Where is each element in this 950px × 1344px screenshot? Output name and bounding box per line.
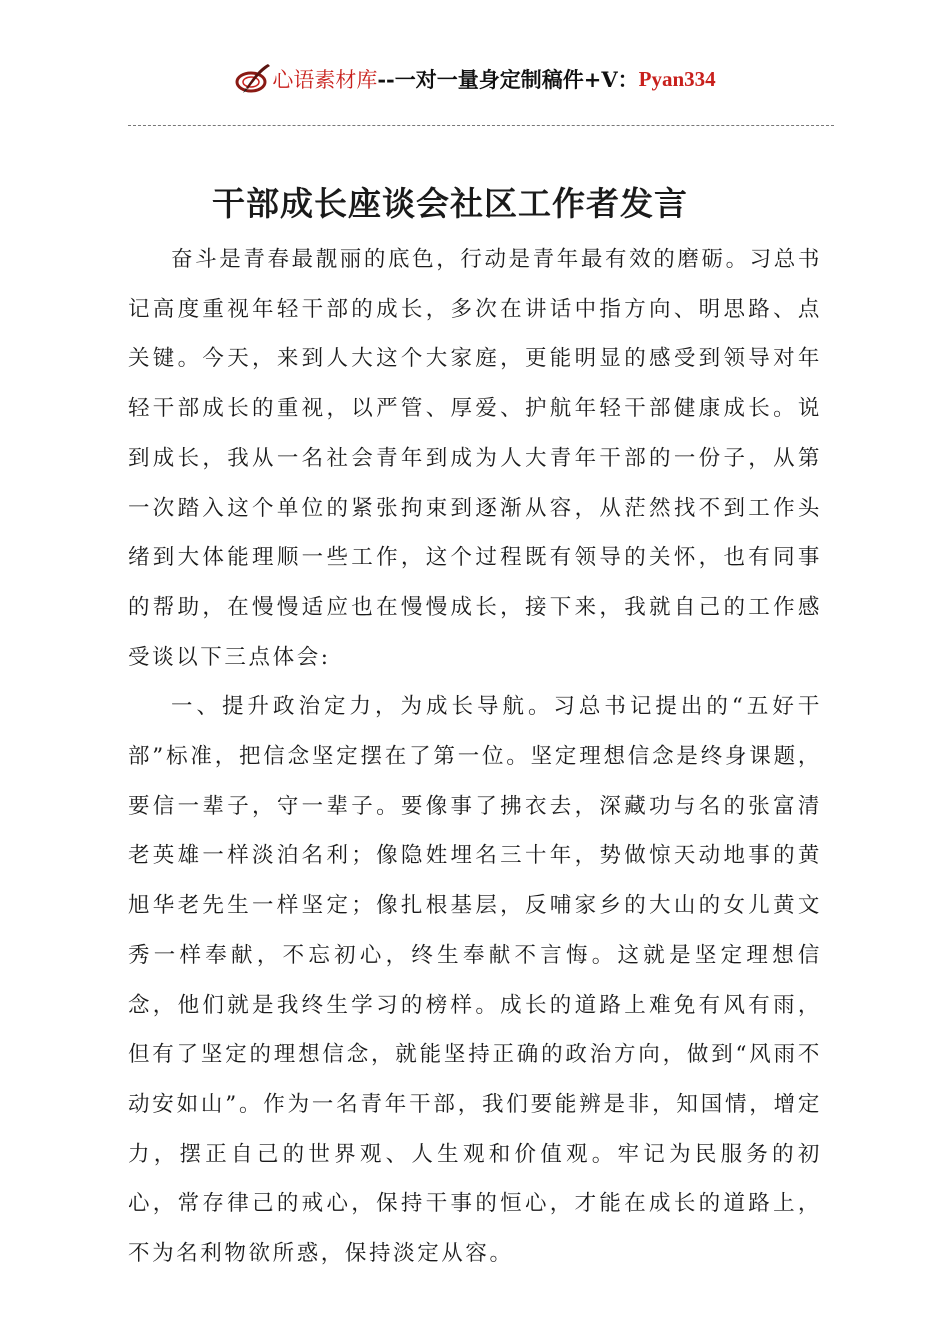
paragraph-point-one: 一、提升政治定力，为成长导航。习总书记提出的“五好干部”标准，把信念坚定摆在了第一位。坚定理想信念是终身课题，要信一辈子，守一辈子。要像事了拂衣去，深藏功与名的张富清老英雄一样淡泊名利；像隐姓埋名三十年，势做惊天动地事的黄旭华老先生一样坚定；像扎根基层，反哺家乡的大山的女儿黄文秀一样奉献，不忘初心，终生奉献不言悔。这就是坚定理想信念，他们就是我终生学习的榜样。成长的道路上难免有风有雨，但有了坚定的理想信念，就能坚持正确的政治方向，做到“风雨不动安如山”。作为一名青年干部，我们要能辨是非，知国情，增定力，摆正自己的世界观、人生观和价值观。牢记为民服务的初心，常存律己的戒心，保持干事的恒心，才能在成长的道路上，不为名利物欲所惑，保持淡定从容。 <box>128 694 822 1267</box>
page-header <box>0 62 950 102</box>
header-tagline: --一对一量身定制稿件+V： <box>377 67 639 92</box>
document-title: 干部成长座谈会社区工作者发言 <box>212 184 688 223</box>
header-banner <box>234 62 715 96</box>
paragraph-intro: 奋斗是青春最靓丽的底色，行动是青年最有效的磨砺。习总书记高度重视年轻干部的成长，多次在讲话中指方向、明思路、点关键。今天，来到人大这个大家庭，更能明显的感受到领导对年轻干部成长的重视，以严管、厚爱、护航年轻干部健康成长。说到成长，我从一名社会青年到成为人大青年干部的一份子，从第一次踏入这个单位的紧张拘束到逐渐从容，从茫然找不到工作头绪到大体能理顺一些工作，这个过程既有领导的关怀，也有同事的帮助，在慢慢适应也在慢慢成长，接下来，我就自己的工作感受谈以下三点体会: <box>128 247 822 670</box>
wechat-id: Pyan334 <box>638 66 716 91</box>
brand-name: 心语素材库 <box>272 68 378 92</box>
document-body <box>128 235 822 1279</box>
quill-pen-logo-icon <box>234 62 272 96</box>
header-divider <box>128 125 834 126</box>
